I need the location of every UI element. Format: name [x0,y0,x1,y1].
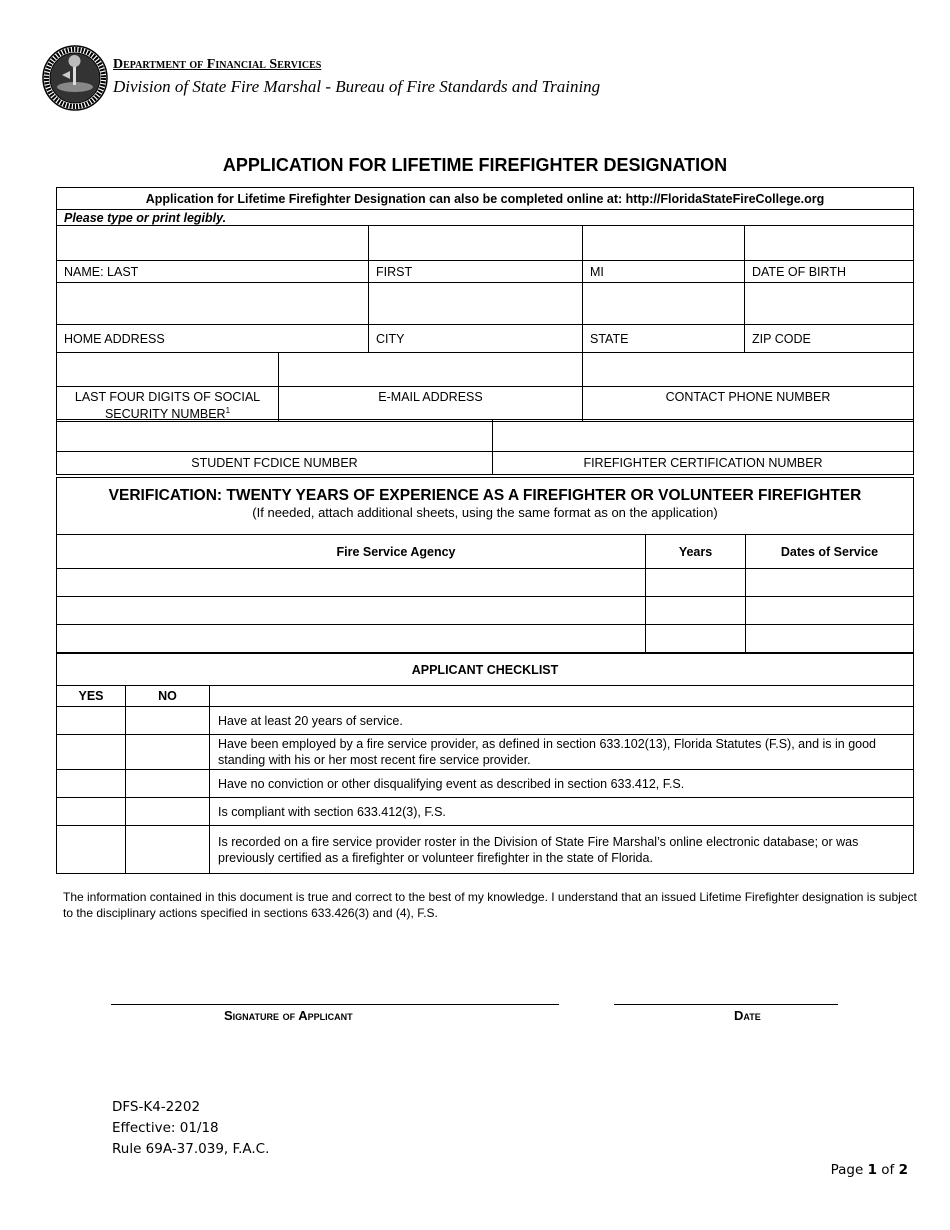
no-checkbox[interactable] [126,826,210,874]
ssn-label [57,387,279,422]
yes-column-header: YES [57,686,126,707]
ssn-footnote-marker: 1 [225,406,231,415]
checklist-item: Have been employed by a fire service provider, as defined in section 633.102(13), Florida Statutes (F.S), and is in good standing with his or her most recent fire service provider. [210,735,914,770]
dates-column-header: Dates of Service [746,535,914,569]
date-of-birth-field[interactable] [745,226,914,261]
no-column-header: NO [126,686,210,707]
page-word: Page [830,1162,864,1178]
phone-label: CONTACT PHONE NUMBER [583,387,914,422]
table-row [57,798,914,826]
fcdice-label: STUDENT FCDICE NUMBER [57,452,493,475]
table-row [57,597,914,625]
date-of-birth-label: DATE OF BIRTH [745,261,914,283]
certification-table [56,419,914,475]
first-name-field[interactable] [369,226,583,261]
city-field[interactable] [369,283,583,325]
dates-field[interactable] [746,625,914,653]
home-address-field[interactable] [57,283,369,325]
last-name-label: NAME: LAST [57,261,369,283]
email-label: E-MAIL ADDRESS [279,387,583,422]
table-row [57,826,914,874]
checklist-title: APPLICANT CHECKLIST [57,654,914,686]
attestation-statement: The information contained in this document is true and correct to the best of my knowledge. I understand that an issued Lifetime Firefighter designation is subject to the disciplinary actions specified in sections 633.426(3) and (4), F.S. [63,890,917,920]
years-field[interactable] [646,625,746,653]
ssn-label-line2: SECURITY NUMBER [104,407,226,422]
no-checkbox[interactable] [126,798,210,826]
checklist-item: Is compliant with section 633.412(3), F.S. [210,798,914,826]
ff-certification-label: FIREFIGHTER CERTIFICATION NUMBER [493,452,914,475]
form-number: DFS-K4-2202 [112,1099,201,1115]
verification-header [57,478,914,535]
yes-checkbox[interactable] [57,770,126,798]
state-label: STATE [583,325,745,353]
middle-initial-field[interactable] [583,226,745,261]
checklist-table [56,653,914,874]
email-field[interactable] [279,353,583,387]
state-seal-icon [42,45,108,111]
page-current: 1 [867,1162,877,1178]
legibly-note: Please type or print legibly. [57,210,914,226]
page-of: of [881,1162,895,1178]
yes-checkbox[interactable] [57,798,126,826]
dates-field[interactable] [746,569,914,597]
no-checkbox[interactable] [126,707,210,735]
division-name: Division of State Fire Marshal - Bureau of Fire Standards and Training [113,77,601,96]
agency-field[interactable] [57,569,646,597]
department-name: Department of Financial Services [113,57,322,72]
checklist-item: Have at least 20 years of service. [210,707,914,735]
checklist-item: Have no conviction or other disqualifying event as described in section 633.412, F.S. [210,770,914,798]
ff-certification-field[interactable] [493,420,914,452]
middle-initial-label: MI [583,261,745,283]
verification-subtitle: (If needed, attach additional sheets, using the same format as on the application) [252,505,718,520]
agency-field[interactable] [57,597,646,625]
ssn-label-line1: LAST FOUR DIGITS OF SOCIAL [74,390,261,404]
zip-code-label: ZIP CODE [745,325,914,353]
zip-code-field[interactable] [745,283,914,325]
table-row [57,569,914,597]
page-total: 2 [898,1162,908,1178]
applicant-info-table [56,187,914,422]
yes-checkbox[interactable] [57,826,126,874]
agency-column-header: Fire Service Agency [57,535,646,569]
yes-checkbox[interactable] [57,735,126,770]
effective-date: Effective: 01/18 [112,1120,219,1136]
online-note: Application for Lifetime Firefighter Designation can also be completed online at: http://FloridaStateFireCollege.org [57,188,914,210]
years-field[interactable] [646,597,746,625]
table-row [57,770,914,798]
rule-reference: Rule 69A-37.039, F.A.C. [112,1141,270,1157]
first-name-label: FIRST [369,261,583,283]
checklist-blank-header [210,686,914,707]
ssn-field[interactable] [57,353,279,387]
table-row [57,625,914,653]
date-line[interactable] [614,1004,838,1005]
verification-table [56,477,914,653]
years-field[interactable] [646,569,746,597]
no-checkbox[interactable] [126,735,210,770]
table-row [57,707,914,735]
last-name-field[interactable] [57,226,369,261]
agency-field[interactable] [57,625,646,653]
signature-label: Signature of Applicant [224,1008,353,1023]
home-address-label: HOME ADDRESS [57,325,369,353]
yes-checkbox[interactable] [57,707,126,735]
years-column-header: Years [646,535,746,569]
dates-field[interactable] [746,597,914,625]
verification-title: VERIFICATION: TWENTY YEARS OF EXPERIENCE AS A FIREFIGHTER OR VOLUNTEER FIREFIGHTER [108,487,862,504]
checklist-item: Is recorded on a fire service provider roster in the Division of State Fire Marshal’s online electronic database; or was previously certified as a firefighter or volunteer firefighter in the state of Florida. [210,826,914,874]
date-label: Date [734,1008,761,1023]
page-number [831,1162,908,1178]
signature-line[interactable] [111,1004,559,1005]
table-row [57,735,914,770]
fcdice-field[interactable] [57,420,493,452]
state-field[interactable] [583,283,745,325]
city-label: CITY [369,325,583,353]
phone-field[interactable] [583,353,914,387]
page-title: APPLICATION FOR LIFETIME FIREFIGHTER DESIGNATION [222,155,728,175]
no-checkbox[interactable] [126,770,210,798]
